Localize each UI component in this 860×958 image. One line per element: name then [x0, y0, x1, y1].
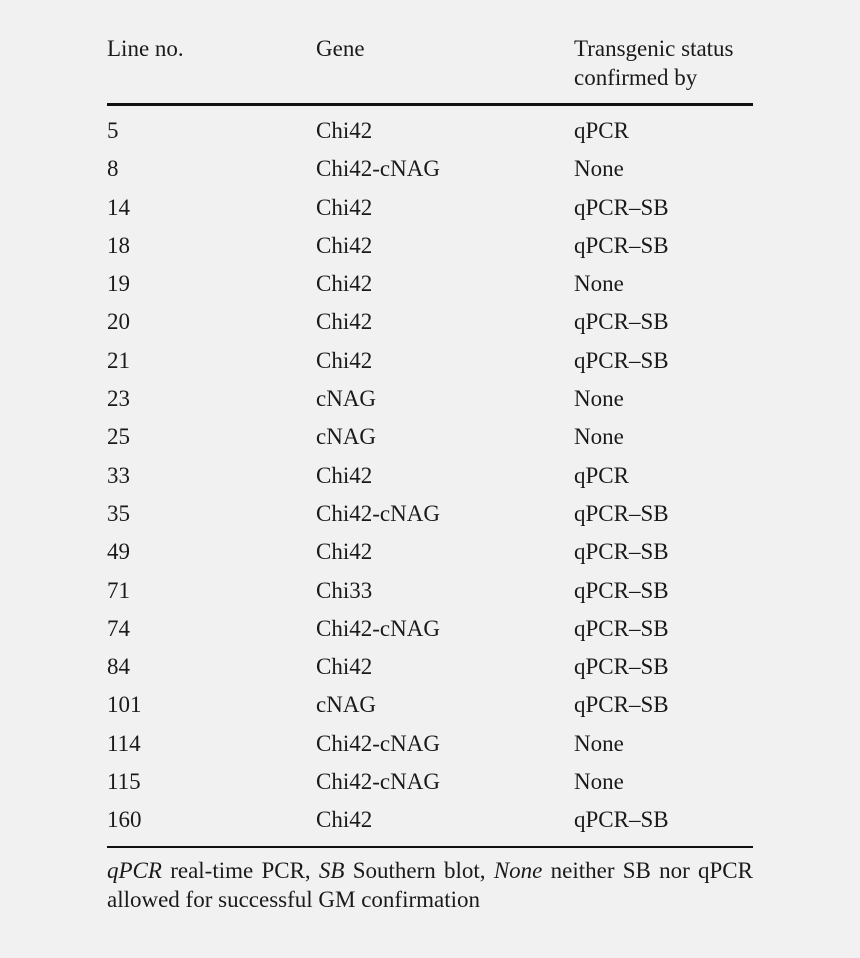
cell-line-no: 35	[107, 500, 130, 526]
table-row	[107, 610, 753, 648]
table-row	[107, 686, 753, 724]
cell-status: qPCR–SB	[574, 500, 669, 526]
cell-gene: Chi42-cNAG	[316, 615, 440, 641]
table-row	[107, 648, 753, 686]
table-row	[107, 105, 753, 151]
transgenic-lines-table	[107, 34, 753, 846]
cell-gene: Chi42-cNAG	[316, 769, 440, 795]
cell-line-no: 160	[107, 807, 142, 833]
cell-line-no: 101	[107, 692, 142, 718]
header-line-no: Line no.	[107, 34, 316, 105]
header-row	[107, 34, 753, 105]
cell-gene: Chi42	[316, 194, 373, 220]
cell-gene: Chi42	[316, 347, 373, 373]
cell-gene: Chi42	[316, 539, 373, 565]
table-row	[107, 418, 753, 456]
footnote-def-sb: Southern blot,	[344, 857, 494, 883]
cell-gene: cNAG	[316, 424, 377, 450]
footnote-abbr-sb: SB	[318, 857, 345, 883]
cell-status: qPCR–SB	[574, 807, 669, 833]
cell-line-no: 23	[107, 386, 130, 412]
header-status-line2: confirmed by	[574, 65, 698, 90]
table-row	[107, 572, 753, 610]
cell-gene: Chi42-cNAG	[316, 500, 440, 526]
table-header	[107, 34, 753, 105]
cell-gene: Chi42	[316, 462, 373, 488]
table-row	[107, 380, 753, 418]
cell-status: None	[574, 730, 624, 756]
table-body	[107, 105, 753, 846]
table-row	[107, 495, 753, 533]
cell-line-no: 25	[107, 424, 130, 450]
cell-line-no: 5	[107, 118, 119, 143]
cell-line-no: 18	[107, 232, 130, 258]
cell-line-no: 33	[107, 462, 130, 488]
cell-status: qPCR–SB	[574, 615, 669, 641]
cell-gene: Chi42-cNAG	[316, 730, 440, 756]
cell-status: qPCR–SB	[574, 309, 669, 335]
transgenic-lines-table-container	[107, 34, 753, 914]
table-row	[107, 227, 753, 265]
cell-gene: Chi42	[316, 232, 373, 258]
header-status-line1: Transgenic status	[574, 36, 734, 61]
cell-status: None	[574, 271, 624, 297]
cell-line-no: 20	[107, 309, 130, 335]
cell-status: qPCR–SB	[574, 692, 669, 718]
cell-status: qPCR–SB	[574, 347, 669, 373]
cell-line-no: 71	[107, 577, 130, 603]
cell-gene: cNAG	[316, 386, 377, 412]
cell-line-no: 115	[107, 769, 141, 795]
cell-line-no: 114	[107, 730, 141, 756]
cell-gene: Chi42-cNAG	[316, 156, 440, 182]
cell-gene: Chi42	[316, 271, 373, 297]
cell-status: qPCR–SB	[574, 654, 669, 680]
table-bottom-rule	[107, 846, 753, 848]
cell-status: None	[574, 386, 624, 412]
table-row	[107, 303, 753, 341]
table-row	[107, 725, 753, 763]
table-row	[107, 189, 753, 227]
cell-line-no: 19	[107, 271, 130, 297]
cell-line-no: 74	[107, 615, 130, 641]
table-row	[107, 533, 753, 571]
cell-line-no: 14	[107, 194, 130, 220]
cell-line-no: 49	[107, 539, 130, 565]
table-row	[107, 801, 753, 845]
cell-gene: Chi42	[316, 807, 373, 833]
cell-status: qPCR	[574, 462, 629, 488]
table-row	[107, 150, 753, 188]
footnote-abbr-qpcr: qPCR	[107, 857, 162, 883]
cell-gene: Chi42	[316, 654, 373, 680]
table-row	[107, 265, 753, 303]
cell-status: qPCR–SB	[574, 577, 669, 603]
cell-status: qPCR–SB	[574, 232, 669, 258]
cell-gene: Chi42	[316, 118, 373, 143]
footnote-abbr-none: None	[493, 857, 543, 883]
cell-status: qPCR–SB	[574, 539, 669, 565]
cell-status: qPCR	[574, 118, 629, 143]
footnote-def-none: neither SB nor qPCR allowed for successful GM confirmation	[107, 857, 753, 912]
table-row	[107, 457, 753, 495]
cell-gene: cNAG	[316, 692, 377, 718]
table-row	[107, 763, 753, 801]
cell-status: qPCR–SB	[574, 194, 669, 220]
cell-line-no: 21	[107, 347, 130, 373]
cell-status: None	[574, 424, 624, 450]
table-footnote	[107, 856, 753, 914]
footnote-def-qpcr: real-time PCR,	[161, 857, 319, 883]
header-transgenic-status	[574, 34, 753, 105]
cell-line-no: 84	[107, 654, 130, 680]
header-gene: Gene	[316, 34, 574, 105]
cell-line-no: 8	[107, 156, 119, 182]
cell-status: None	[574, 156, 624, 182]
table-row	[107, 342, 753, 380]
cell-status: None	[574, 769, 624, 795]
cell-gene: Chi33	[316, 577, 373, 603]
cell-gene: Chi42	[316, 309, 373, 335]
